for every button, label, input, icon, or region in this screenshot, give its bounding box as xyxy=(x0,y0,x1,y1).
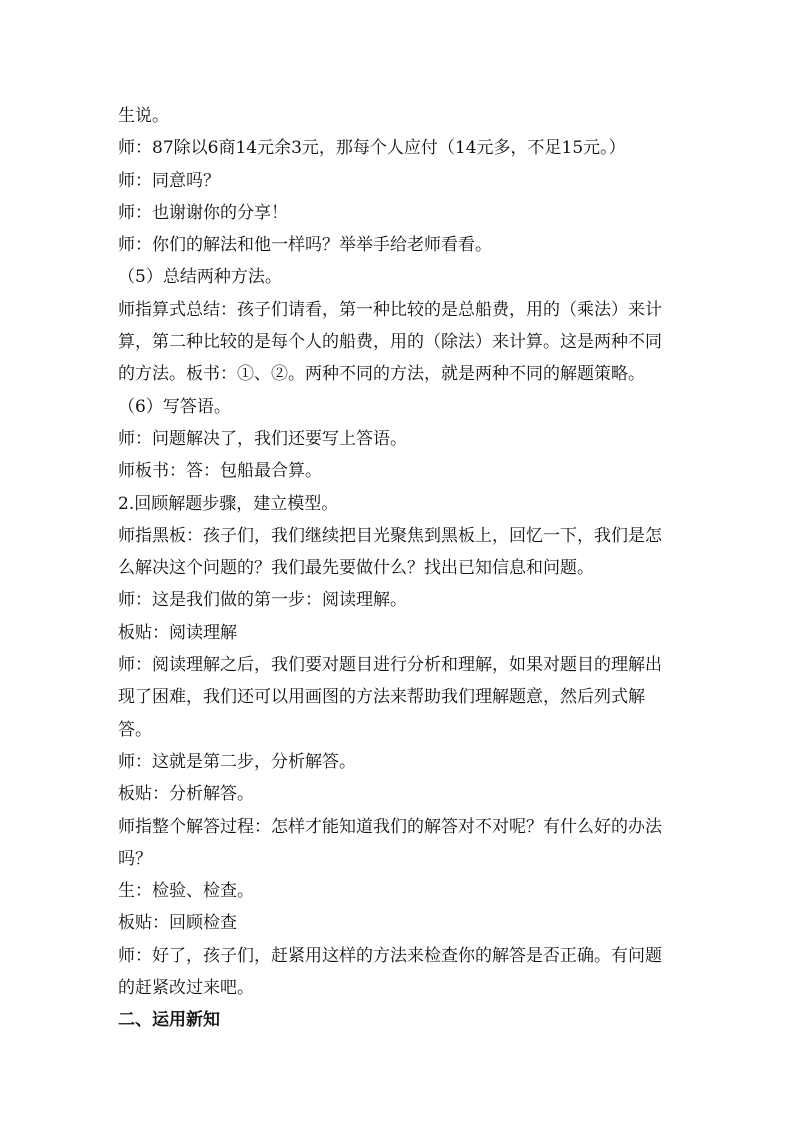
paragraph: 师：也谢谢你的分享！ xyxy=(118,202,288,223)
paragraph: 板贴：阅读理解 xyxy=(118,622,237,643)
paragraph: 师：87除以6商14元余3元，那每个人应付（14元多，不足15元。） xyxy=(118,138,626,159)
section-heading: 二、运用新知 xyxy=(118,1010,220,1031)
document-body xyxy=(118,100,678,1037)
paragraph: 师：你们的解法和他一样吗？举举手给老师看看。 xyxy=(118,235,492,256)
paragraph: 师板书：答：包船最合算。 xyxy=(118,461,322,482)
paragraph: 师：这是我们做的第一步：阅读理解。 xyxy=(118,590,407,611)
paragraph: 师：好了，孩子们，赶紧用这样的方法来检查你的解答是否正确。有问题的赶紧改过来吧。 xyxy=(118,945,662,999)
paragraph: （6）写答语。 xyxy=(118,396,231,417)
paragraph: 板贴：分析解答。 xyxy=(118,784,254,805)
paragraph: 师：同意吗？ xyxy=(118,170,220,191)
paragraph: 师指整个解答过程：怎样才能知道我们的解答对不对呢？有什么好的办法吗？ xyxy=(118,816,662,869)
paragraph: 生：检验、检查。 xyxy=(118,881,254,902)
paragraph: 生说。 xyxy=(118,106,169,126)
paragraph: 师指黑板：孩子们，我们继续把目光聚焦到黑板上，回忆一下，我们是怎么解决这个问题的？我们最先要做什么？找出已知信息和问题。 xyxy=(118,525,662,579)
paragraph: （5）总结两种方法。 xyxy=(118,267,282,288)
paragraph: 师：问题解决了，我们还要写上答语。 xyxy=(118,428,407,449)
paragraph: 师：阅读理解之后，我们要对题目进行分析和理解，如果对题目的理解出现了困难，我们还可以用画图的方法来帮助我们理解题意，然后列式解答。 xyxy=(118,655,662,740)
paragraph: 师指算式总结：孩子们请看，第一种比较的是总船费，用的（乘法）来计算，第二种比较的是每个人的船费，用的（除法）来计算。这是两种不同的方法。板书：①、②。两种不同的方法，就是两种不同的解题策略。 xyxy=(118,299,662,385)
paragraph: 师：这就是第二步，分析解答。 xyxy=(118,751,356,772)
paragraph: 板贴：回顾检查 xyxy=(118,913,237,934)
paragraph: 2.回顾解题步骤，建立模型。 xyxy=(118,493,339,514)
